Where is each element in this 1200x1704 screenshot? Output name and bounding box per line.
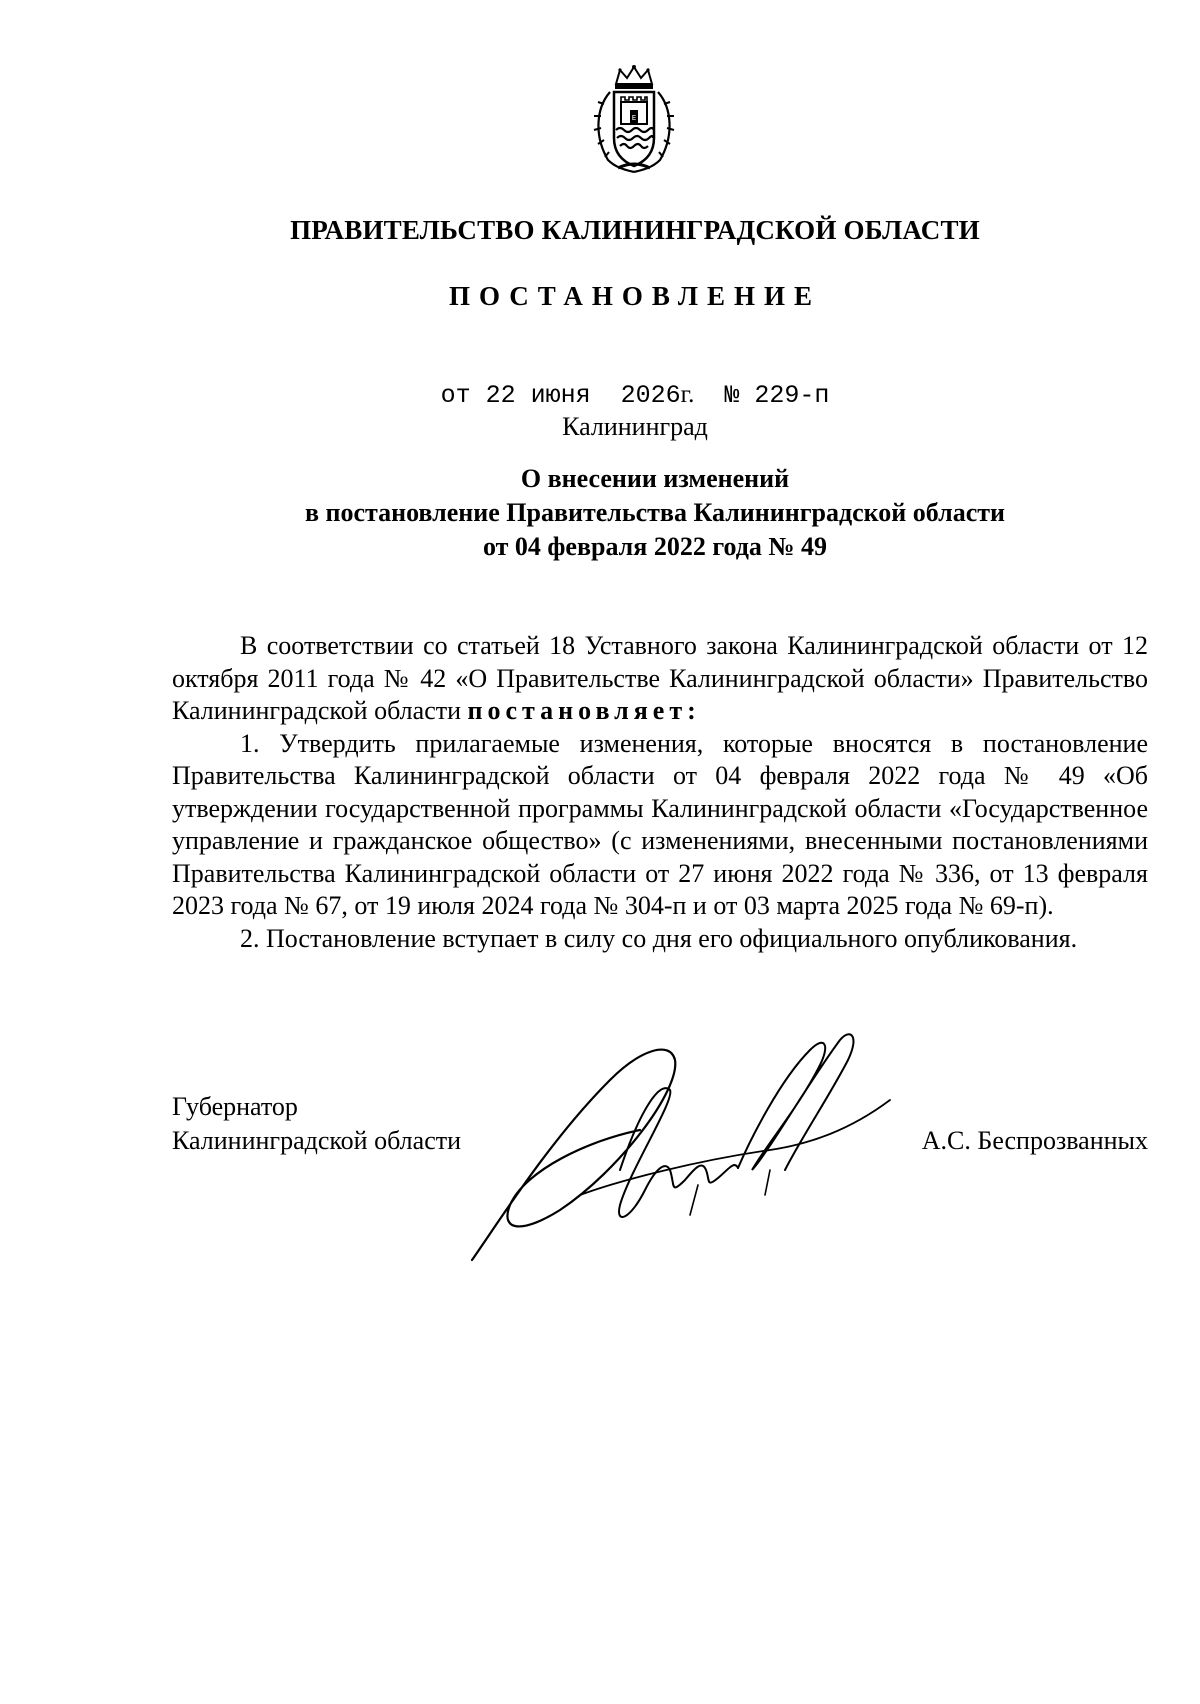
signatory-title — [172, 1090, 461, 1158]
document-date-line — [0, 381, 1200, 410]
coat-of-arms-icon — [590, 64, 678, 176]
document-date: 22 июня 2026 — [485, 381, 681, 410]
signatory-title-line: Губернатор — [172, 1092, 298, 1121]
document-number: 229-п — [754, 381, 830, 410]
subject-line: в постановление Правительства Калининградской области — [304, 498, 1006, 527]
signatory-title-line: Калининградской области — [172, 1126, 462, 1155]
number-sign: № — [724, 381, 740, 410]
intro-text: В соответствии со статьей 18 Уставного закона Калининградской области от 12 октября 2011 года № 42 «О Правительстве Калининградской области» Правительство Калининградской области — [172, 631, 1148, 725]
subject-line: О внесении изменений — [520, 464, 790, 493]
subject-line: от 04 февраля 2022 года № 49 — [482, 532, 828, 561]
date-prefix: от — [440, 381, 471, 410]
body-paragraph-item-1: 1. Утвердить прилагаемые изменения, которые вносятся в постановление Правительства Калининградской области от 04 февраля 2022 года № 49 «Об утверждении государственной программы Калининградской области «Государственное управление и гражданское общество» (с изменениями, внесенными постановлениями Правительства Калининградской области от 27 июня 2022 года № 336, от 13 февраля 2023 года № 67, от 19 июля 2024 года № 304-п и от 03 марта 2025 года № 69-п). — [172, 728, 1148, 920]
decree-word: постановляет: — [467, 696, 701, 725]
document-body — [172, 630, 1148, 955]
organization-title: ПРАВИТЕЛЬСТВО КАЛИНИНГРАДСКОЙ ОБЛАСТИ — [290, 215, 980, 245]
body-paragraph-item-2: 2. Постановление вступает в силу со дня его официального опубликования. — [240, 923, 1078, 953]
svg-text:E: E — [631, 114, 637, 122]
handwritten-signature — [470, 1020, 910, 1280]
body-paragraph-intro — [172, 630, 1148, 728]
document-city: Калининград — [562, 412, 708, 441]
signatory-name: А.С. Беспрозванных — [921, 1126, 1148, 1155]
year-suffix: г. — [680, 381, 695, 408]
document-type-title: ПОСТАНОВЛЕНИЕ — [448, 281, 822, 311]
document-subject — [0, 462, 1200, 564]
